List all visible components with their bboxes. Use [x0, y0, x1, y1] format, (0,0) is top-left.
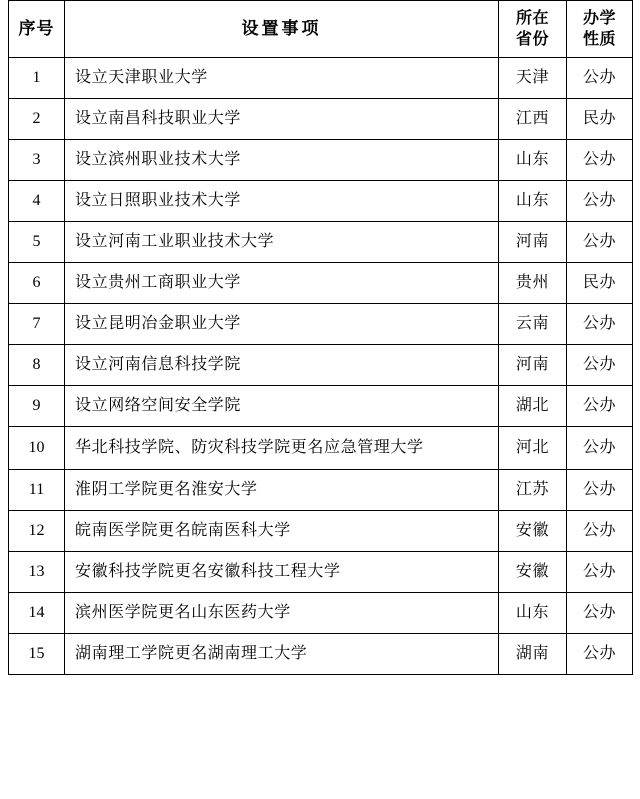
cell-type: 公办: [567, 58, 633, 99]
cell-seq: 1: [9, 58, 65, 99]
cell-type: 公办: [567, 634, 633, 675]
cell-province: 山东: [499, 593, 567, 634]
cell-type: 公办: [567, 304, 633, 345]
column-header-type-line2: 性质: [582, 31, 616, 48]
cell-type: 公办: [567, 552, 633, 593]
column-header-type-line1: 办学: [582, 10, 616, 27]
cell-item: 设立日照职业技术大学: [65, 181, 499, 222]
cell-province: 河北: [499, 427, 567, 470]
table-row: [9, 140, 633, 181]
column-header-seq: 序号: [9, 1, 65, 58]
cell-type: 民办: [567, 263, 633, 304]
cell-item: 设立滨州职业技术大学: [65, 140, 499, 181]
column-header-province-line1: 所在: [515, 10, 549, 27]
university-settings-table: [8, 0, 633, 675]
cell-type: 公办: [567, 593, 633, 634]
cell-seq: 9: [9, 386, 65, 427]
table-row: [9, 263, 633, 304]
cell-seq: 15: [9, 634, 65, 675]
cell-province: 安徽: [499, 552, 567, 593]
table-row: [9, 222, 633, 263]
cell-type: 公办: [567, 470, 633, 511]
table-row: [9, 304, 633, 345]
table-row: [9, 427, 633, 470]
cell-province: 湖北: [499, 386, 567, 427]
cell-type: 公办: [567, 511, 633, 552]
table-row: [9, 181, 633, 222]
cell-seq: 13: [9, 552, 65, 593]
table-header-row: [9, 1, 633, 58]
cell-seq: 10: [9, 427, 65, 470]
table-row: [9, 511, 633, 552]
cell-province: 云南: [499, 304, 567, 345]
cell-province: 贵州: [499, 263, 567, 304]
table-row: [9, 58, 633, 99]
cell-item: 淮阴工学院更名淮安大学: [65, 470, 499, 511]
cell-type: 公办: [567, 140, 633, 181]
column-header-province: [499, 1, 567, 58]
cell-item: 设立网络空间安全学院: [65, 386, 499, 427]
cell-province: 江苏: [499, 470, 567, 511]
cell-seq: 14: [9, 593, 65, 634]
column-header-type: [567, 1, 633, 58]
cell-seq: 2: [9, 99, 65, 140]
column-header-province-line2: 省份: [515, 31, 549, 48]
table-row: [9, 99, 633, 140]
cell-seq: 5: [9, 222, 65, 263]
cell-item: 湖南理工学院更名湖南理工大学: [65, 634, 499, 675]
cell-seq: 7: [9, 304, 65, 345]
table-row: [9, 345, 633, 386]
table-row: [9, 386, 633, 427]
cell-province: 天津: [499, 58, 567, 99]
cell-item: 设立南昌科技职业大学: [65, 99, 499, 140]
cell-item: 安徽科技学院更名安徽科技工程大学: [65, 552, 499, 593]
cell-item: 皖南医学院更名皖南医科大学: [65, 511, 499, 552]
cell-seq: 6: [9, 263, 65, 304]
cell-province: 湖南: [499, 634, 567, 675]
cell-seq: 8: [9, 345, 65, 386]
cell-item: 设立河南工业职业技术大学: [65, 222, 499, 263]
table-header: [9, 1, 633, 58]
cell-item: 设立昆明冶金职业大学: [65, 304, 499, 345]
cell-province: 河南: [499, 345, 567, 386]
cell-item: 滨州医学院更名山东医药大学: [65, 593, 499, 634]
cell-province: 江西: [499, 99, 567, 140]
cell-seq: 4: [9, 181, 65, 222]
cell-province: 安徽: [499, 511, 567, 552]
cell-province: 山东: [499, 181, 567, 222]
cell-province: 河南: [499, 222, 567, 263]
table-body: [9, 58, 633, 675]
cell-type: 公办: [567, 386, 633, 427]
cell-type: 公办: [567, 181, 633, 222]
cell-item: 华北科技学院、防灾科技学院更名应急管理大学: [65, 427, 499, 470]
cell-item: 设立河南信息科技学院: [65, 345, 499, 386]
cell-type: 公办: [567, 222, 633, 263]
table-row: [9, 593, 633, 634]
column-header-item: 设置事项: [65, 1, 499, 58]
table-row: [9, 634, 633, 675]
cell-item: 设立贵州工商职业大学: [65, 263, 499, 304]
table-row: [9, 470, 633, 511]
cell-province: 山东: [499, 140, 567, 181]
cell-seq: 12: [9, 511, 65, 552]
cell-item: 设立天津职业大学: [65, 58, 499, 99]
cell-seq: 3: [9, 140, 65, 181]
cell-seq: 11: [9, 470, 65, 511]
table-row: [9, 552, 633, 593]
cell-type: 民办: [567, 99, 633, 140]
cell-type: 公办: [567, 345, 633, 386]
cell-type: 公办: [567, 427, 633, 470]
